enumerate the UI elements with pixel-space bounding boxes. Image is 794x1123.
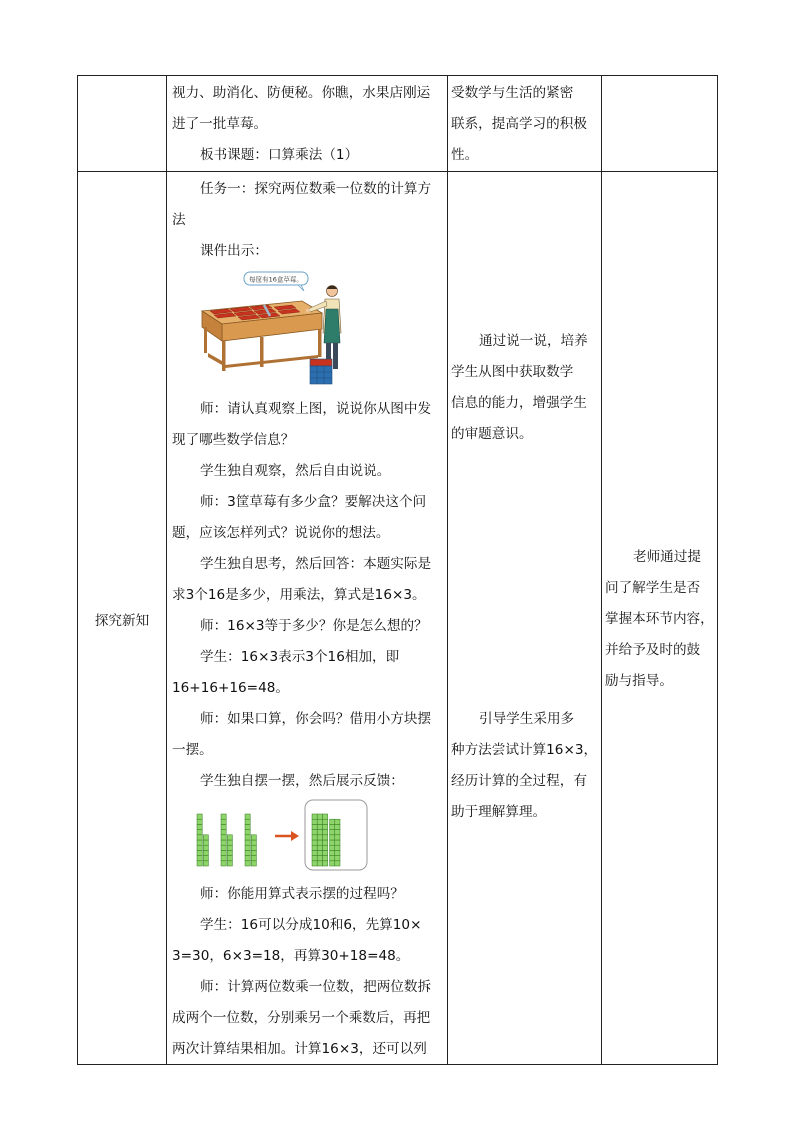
ten-rod-cube bbox=[245, 840, 250, 845]
board-title: 板书课题：口算乘法（1） bbox=[200, 147, 359, 163]
row1-purpose-line: 受数学与生活的紧密 bbox=[451, 85, 574, 101]
one-cube bbox=[251, 850, 256, 855]
one-cube bbox=[251, 845, 256, 850]
dialogue-line: 师：16×3等于多少？你是怎么想的？ bbox=[200, 618, 428, 634]
one-cube bbox=[330, 819, 335, 824]
evaluation-line: 励与指导。 bbox=[605, 673, 673, 689]
row1-text-line: 进了一批草莓。 bbox=[172, 116, 268, 132]
ten-rod-cube bbox=[197, 840, 202, 845]
ten-rod-cube bbox=[317, 861, 322, 866]
ten-rod-cube bbox=[197, 819, 202, 824]
dialogue-line: 学生：16×3表示3个16相加，即 bbox=[200, 649, 400, 665]
dialogue-line: 师：你能用算式表示摆的过程吗？ bbox=[200, 886, 404, 902]
strawberry-crates bbox=[310, 359, 332, 384]
ten-rod-cube bbox=[221, 824, 226, 829]
dialogue-line: 师：请认真观察上图，说说你从图中发 bbox=[200, 401, 432, 417]
design-intent-line: 信息的能力，增强学生 bbox=[451, 395, 587, 411]
ten-rod-cube bbox=[322, 814, 327, 819]
ten-rod-cube bbox=[197, 824, 202, 829]
design-intent-line: 的审题意识。 bbox=[451, 426, 533, 442]
ten-rod-cube bbox=[312, 861, 317, 866]
strawberry-stall-illustration bbox=[200, 269, 350, 387]
one-cube bbox=[330, 845, 335, 850]
design-intent-line: 引导学生采用多 bbox=[479, 711, 575, 727]
one-cube bbox=[203, 850, 208, 855]
arrow-head-icon bbox=[291, 831, 299, 841]
dialogue-line: 现了哪些数学信息？ bbox=[172, 432, 295, 448]
task-heading-cont: 法 bbox=[172, 212, 186, 228]
ten-rod-cube bbox=[221, 850, 226, 855]
ten-rod-cube bbox=[197, 830, 202, 835]
cube-arrangement-illustration bbox=[195, 798, 375, 873]
ten-rod-cube bbox=[221, 861, 226, 866]
evaluation-line: 问了解学生是否 bbox=[605, 580, 701, 596]
lesson-table bbox=[77, 75, 718, 1065]
one-cube bbox=[335, 840, 340, 845]
ten-rod-cube bbox=[317, 835, 322, 840]
one-cube bbox=[335, 850, 340, 855]
dialogue-line: 一摆。 bbox=[172, 742, 213, 758]
dialogue-line: 师：计算两位数乘一位数，把两位数拆 bbox=[200, 979, 432, 995]
ten-rod-cube bbox=[197, 835, 202, 840]
ten-rod-cube bbox=[322, 830, 327, 835]
column-divider bbox=[166, 76, 167, 1064]
ten-rod-cube bbox=[221, 856, 226, 861]
ten-rod-cube bbox=[312, 850, 317, 855]
ten-rod-cube bbox=[317, 830, 322, 835]
one-cube bbox=[251, 856, 256, 861]
speech-bubble-text: 每筐有16盒草莓。 bbox=[249, 275, 303, 284]
ten-rod-cube bbox=[197, 861, 202, 866]
dialogue-line: 师：3筐草莓有多少盒？要解决这个问 bbox=[200, 494, 427, 510]
ten-rod-cube bbox=[322, 856, 327, 861]
row1-purpose-line: 联系，提高学习的积极 bbox=[451, 116, 587, 132]
ten-rod-cube bbox=[312, 819, 317, 824]
ten-rod-cube bbox=[312, 830, 317, 835]
design-intent-line: 学生从图中获取数学 bbox=[451, 364, 574, 380]
one-cube bbox=[203, 845, 208, 850]
one-cube bbox=[335, 845, 340, 850]
ten-rod-cube bbox=[312, 824, 317, 829]
dialogue-line: 学生独自摆一摆，然后展示反馈： bbox=[200, 773, 404, 789]
evaluation-line: 并给予及时的鼓 bbox=[605, 642, 701, 658]
one-cube bbox=[203, 840, 208, 845]
design-intent-line: 种方法尝试计算16×3， bbox=[451, 742, 598, 758]
section-label: 探究新知 bbox=[94, 613, 150, 629]
one-cube bbox=[330, 861, 335, 866]
dialogue-line: 3=30，6×3=18，再算30+18=48。 bbox=[172, 948, 410, 964]
dialogue-line: 16+16+16=48。 bbox=[172, 680, 289, 696]
one-cube bbox=[251, 835, 256, 840]
ten-rod-cube bbox=[221, 835, 226, 840]
evaluation-line: 掌握本环节内容， bbox=[605, 611, 714, 627]
dialogue-line: 学生独自观察，然后自由说说。 bbox=[200, 463, 391, 479]
ten-rod-cube bbox=[322, 819, 327, 824]
ten-rod-cube bbox=[317, 819, 322, 824]
one-cube bbox=[227, 856, 232, 861]
one-cube bbox=[330, 835, 335, 840]
ten-rod-cube bbox=[317, 824, 322, 829]
ten-rod-cube bbox=[221, 814, 226, 819]
ten-rod-cube bbox=[317, 845, 322, 850]
ten-rod-cube bbox=[322, 845, 327, 850]
one-cube bbox=[203, 856, 208, 861]
design-intent-line: 通过说一说，培养 bbox=[479, 333, 588, 349]
ten-rod-cube bbox=[245, 824, 250, 829]
one-cube bbox=[335, 835, 340, 840]
ten-rod-cube bbox=[245, 845, 250, 850]
dialogue-line: 师：如果口算，你会吗？借用小方块摆 bbox=[200, 711, 432, 727]
dialogue-line: 求3个16是多少，用乘法，算式是16×3。 bbox=[172, 587, 426, 603]
ten-rod-cube bbox=[221, 840, 226, 845]
column-divider bbox=[601, 76, 602, 1064]
one-cube bbox=[227, 845, 232, 850]
ten-rod-cube bbox=[221, 830, 226, 835]
ten-rod-cube bbox=[322, 850, 327, 855]
one-cube bbox=[251, 840, 256, 845]
ten-rod-cube bbox=[322, 824, 327, 829]
dialogue-line: 学生独自思考，然后回答：本题实际是 bbox=[200, 556, 432, 572]
ten-rod-cube bbox=[317, 856, 322, 861]
one-cube bbox=[330, 840, 335, 845]
one-cube bbox=[335, 830, 340, 835]
dialogue-line: 学生：16可以分成10和6，先算10× bbox=[200, 917, 422, 933]
one-cube bbox=[335, 861, 340, 866]
ten-rod-cube bbox=[221, 845, 226, 850]
ten-rod-cube bbox=[245, 830, 250, 835]
ten-rod-cube bbox=[322, 840, 327, 845]
ten-rod-cube bbox=[197, 845, 202, 850]
one-cube bbox=[335, 819, 340, 824]
ten-rod-cube bbox=[322, 835, 327, 840]
one-cube bbox=[335, 856, 340, 861]
evaluation-line: 老师通过提 bbox=[633, 549, 701, 565]
ten-rod-cube bbox=[312, 835, 317, 840]
courseware-label: 课件出示： bbox=[200, 243, 268, 259]
ten-rod-cube bbox=[312, 845, 317, 850]
row1-text-line: 视力、助消化、防便秘。你瞧，水果店刚运 bbox=[172, 85, 431, 101]
ten-rod-cube bbox=[245, 819, 250, 824]
ten-rod-cube bbox=[245, 850, 250, 855]
one-cube bbox=[203, 861, 208, 866]
one-cube bbox=[227, 840, 232, 845]
row-divider bbox=[78, 171, 717, 172]
one-cube bbox=[330, 850, 335, 855]
one-cube bbox=[203, 835, 208, 840]
ten-rod-cube bbox=[197, 814, 202, 819]
ten-rod-cube bbox=[245, 861, 250, 866]
ten-rod-cube bbox=[312, 840, 317, 845]
task-heading: 任务一：探究两位数乘一位数的计算方 bbox=[200, 181, 432, 197]
one-cube bbox=[227, 850, 232, 855]
row1-purpose-line: 性。 bbox=[451, 147, 479, 163]
ten-rod-cube bbox=[317, 840, 322, 845]
one-cube bbox=[330, 824, 335, 829]
one-cube bbox=[227, 861, 232, 866]
ten-rod-cube bbox=[317, 814, 322, 819]
ten-rod-cube bbox=[245, 835, 250, 840]
ten-rod-cube bbox=[245, 856, 250, 861]
ten-rod-cube bbox=[312, 856, 317, 861]
ten-rod-cube bbox=[317, 850, 322, 855]
one-cube bbox=[227, 835, 232, 840]
one-cube bbox=[330, 856, 335, 861]
ten-rod-cube bbox=[312, 814, 317, 819]
ten-rod-cube bbox=[322, 861, 327, 866]
dialogue-line: 成两个一位数，分别乘另一个乘数后，再把 bbox=[172, 1010, 431, 1026]
dialogue-line: 题，应该怎样列式？说说你的想法。 bbox=[172, 525, 390, 541]
one-cube bbox=[251, 861, 256, 866]
design-intent-line: 经历计算的全过程，有 bbox=[451, 773, 587, 789]
ten-rod-cube bbox=[245, 814, 250, 819]
one-cube bbox=[330, 830, 335, 835]
ten-rod-cube bbox=[197, 856, 202, 861]
ten-rod-cube bbox=[221, 819, 226, 824]
design-intent-line: 助于理解算理。 bbox=[451, 804, 547, 820]
dialogue-line: 两次计算结果相加。计算16×3，还可以列 bbox=[172, 1041, 427, 1057]
ten-rod-cube bbox=[197, 850, 202, 855]
one-cube bbox=[335, 824, 340, 829]
